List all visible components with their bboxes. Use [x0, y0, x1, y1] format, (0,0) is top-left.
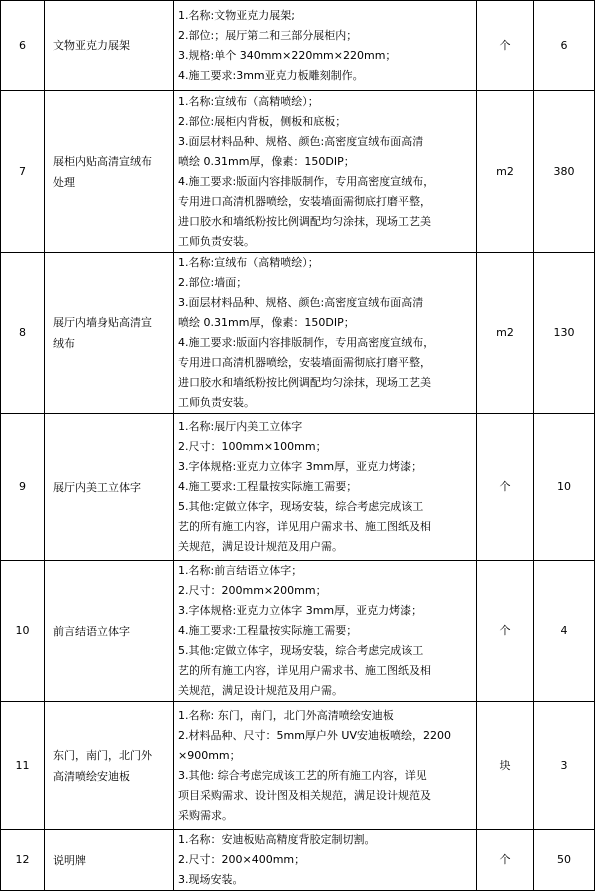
item-quantity: 10 — [534, 414, 595, 561]
item-unit: 个 — [477, 414, 534, 561]
item-description — [174, 702, 477, 830]
description-line: 2.尺寸：100mm×100mm； — [178, 440, 327, 453]
description-line: 1.名称:宣绒布（高精喷绘）； — [178, 94, 319, 108]
description-line: 项目采购需求、设计图及相关规范，满足设计规范及 — [178, 788, 431, 802]
row-number: 10 — [1, 561, 45, 702]
item-description — [174, 253, 477, 414]
description-line: 1.名称:展厅内美工立体字 — [178, 420, 303, 433]
row-number: 11 — [1, 702, 45, 830]
item-unit: m2 — [477, 91, 534, 253]
table-row — [1, 91, 595, 253]
item-unit: 个 — [477, 561, 534, 702]
item-name: 展厅内美工立体字 — [45, 414, 174, 561]
item-name: 前言结语立体字 — [45, 561, 174, 702]
item-quantity: 4 — [534, 561, 595, 702]
item-quantity: 380 — [534, 91, 595, 253]
table-row — [1, 702, 595, 830]
item-unit: 个 — [477, 830, 534, 891]
table-row — [1, 414, 595, 561]
description-line: 1.名称:文物亚克力展架; — [178, 8, 295, 22]
description-line: 关规范，满足设计规范及用户需。 — [178, 684, 343, 697]
description-line: 1.名称:前言结语立体字； — [178, 564, 303, 577]
description-line: ×900mm； — [178, 748, 241, 762]
item-description — [174, 561, 477, 702]
item-name: 展柜内贴高清宣绒布处理 — [45, 91, 174, 253]
description-line: 1.名称：安迪板贴高精度背胶定制切割。 — [178, 833, 376, 846]
description-line: 工师负责安装。 — [178, 396, 255, 409]
description-line: 2.部位:；展厅第二和三部分展柜内； — [178, 28, 358, 42]
description-line: 2.尺寸：200×400mm； — [178, 853, 306, 866]
description-line: 3.规格:单个 340mm×220mm×220mm； — [178, 48, 397, 62]
table-row — [1, 561, 595, 702]
item-unit: 块 — [477, 702, 534, 830]
item-quantity: 130 — [534, 253, 595, 414]
item-unit: m2 — [477, 253, 534, 414]
description-line: 2.材料品种、尺寸：5mm厚户外 UV安迪板喷绘，2200 — [178, 728, 451, 742]
table-body — [1, 1, 595, 891]
item-quantity: 6 — [534, 1, 595, 91]
row-number: 7 — [1, 91, 45, 253]
description-line: 工师负责安装。 — [178, 234, 255, 248]
description-line: 关规范，满足设计规范及用户需。 — [178, 540, 343, 553]
description-line: 进口胶水和墙纸粉按比例调配均匀涂抹，现场工艺美 — [178, 376, 431, 389]
description-line: 3.字体规格:亚克力立体字 3mm厚，亚克力烤漆； — [178, 460, 423, 473]
item-description — [174, 91, 477, 253]
item-unit: 个 — [477, 1, 534, 91]
row-number: 6 — [1, 1, 45, 91]
description-line: 3.面层材料品种、规格、颜色:高密度宣绒布面高清 — [178, 134, 424, 148]
description-line: 喷绘 0.31mm厚，像素：150DIP； — [178, 316, 355, 329]
description-line: 3.字体规格:亚克力立体字 3mm厚，亚克力烤漆； — [178, 604, 423, 617]
item-description — [174, 830, 477, 891]
item-name: 文物亚克力展架 — [45, 1, 174, 91]
description-line: 3.其他: 综合考虑完成该工艺的所有施工内容，详见 — [178, 768, 427, 782]
description-line: 4.施工要求:版面内容排版制作，专用高密度宣绒布， — [178, 174, 435, 188]
item-description — [174, 1, 477, 91]
item-description — [174, 414, 477, 561]
description-line: 4.施工要求:版面内容排版制作，专用高密度宣绒布， — [178, 336, 435, 349]
table-row — [1, 253, 595, 414]
description-line: 艺的所有施工内容，详见用户需求书、施工图纸及相 — [178, 664, 431, 677]
description-line: 专用进口高清机器喷绘，安装墙面需彻底打磨平整， — [178, 194, 431, 208]
item-quantity: 3 — [534, 702, 595, 830]
item-quantity: 50 — [534, 830, 595, 891]
description-line: 专用进口高清机器喷绘，安装墙面需彻底打磨平整， — [178, 356, 431, 369]
description-line: 2.部位:展柜内背板，侧板和底板； — [178, 114, 347, 128]
row-number: 8 — [1, 253, 45, 414]
description-line: 喷绘 0.31mm厚，像素：150DIP； — [178, 154, 355, 168]
description-line: 2.部位:墙面； — [178, 276, 248, 289]
description-line: 3.现场安装。 — [178, 873, 244, 886]
description-line: 艺的所有施工内容，详见用户需求书、施工图纸及相 — [178, 520, 431, 533]
table-row — [1, 1, 595, 91]
description-line: 5.其他:定做立体字，现场安装，综合考虑完成该工 — [178, 644, 424, 657]
item-name: 说明牌 — [45, 830, 174, 891]
description-line: 3.面层材料品种、规格、颜色:高密度宣绒布面高清 — [178, 296, 424, 309]
description-line: 采购需求。 — [178, 808, 233, 822]
description-line: 5.其他:定做立体字，现场安装，综合考虑完成该工 — [178, 500, 424, 513]
item-name: 东门，南门，北门外高清喷绘安迪板 — [45, 702, 174, 830]
row-number: 9 — [1, 414, 45, 561]
description-line: 4.施工要求:工程量按实际施工需要； — [178, 624, 358, 637]
table-row — [1, 830, 595, 891]
description-line: 4.施工要求:工程量按实际施工需要； — [178, 480, 358, 493]
description-line: 1.名称: 东门，南门，北门外高清喷绘安迪板 — [178, 708, 394, 722]
row-number: 12 — [1, 830, 45, 891]
description-line: 进口胶水和墙纸粉按比例调配均匀涂抹，现场工艺美 — [178, 214, 431, 228]
description-line: 4.施工要求:3mm亚克力板雕刻制作。 — [178, 68, 364, 82]
description-line: 2.尺寸：200mm×200mm； — [178, 584, 327, 597]
description-line: 1.名称:宣绒布（高精喷绘）； — [178, 256, 319, 269]
item-name: 展厅内墙身贴高清宣绒布 — [45, 253, 174, 414]
